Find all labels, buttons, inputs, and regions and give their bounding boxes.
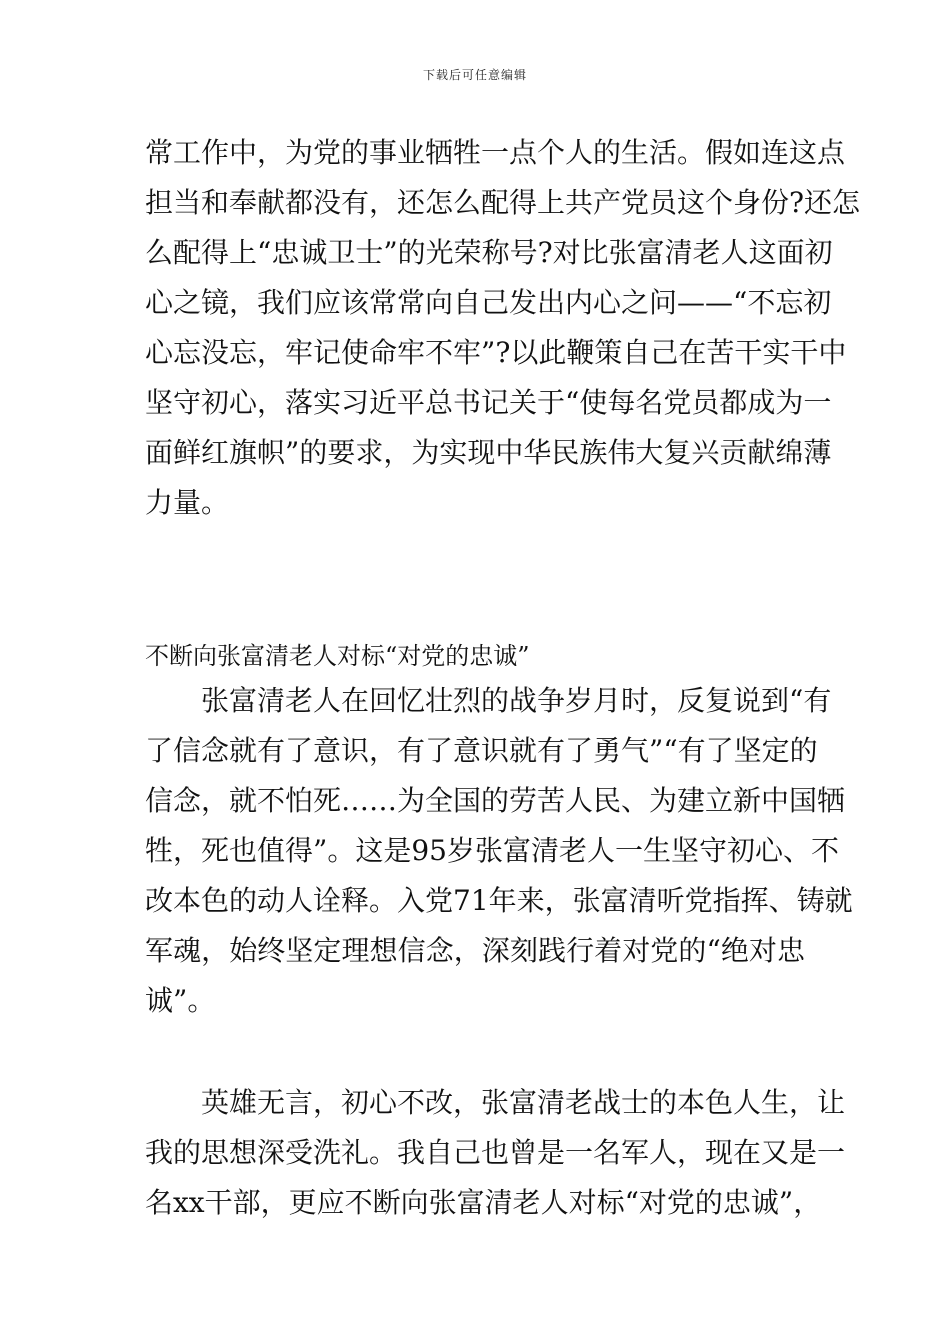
spacer <box>145 1026 805 1078</box>
document-body <box>145 128 861 1228</box>
text-line: 信念，就不怕死……为全国的劳苦人民、为建立新中国牺 <box>145 784 846 817</box>
text-line: 心忘没忘，牢记使命牢不牢”?以此鞭策自己在苦干实干中 <box>145 336 847 369</box>
section-heading: 不断向张富清老人对标“对党的忠诚” <box>145 642 530 670</box>
text-line: 张富清老人在回忆壮烈的战争岁月时，反复说到“有 <box>201 684 832 717</box>
text-line: 力量。 <box>145 486 230 519</box>
text-line: 英雄无言，初心不改，张富清老战士的本色人生，让 <box>201 1086 846 1119</box>
text-line: 担当和奉献都没有，还怎么配得上共产党员这个身份?还怎 <box>145 186 861 219</box>
text-line: 军魂，始终坚定理想信念，深刻践行着对党的“绝对忠 <box>145 934 805 967</box>
text-line: 常工作中，为党的事业牺牲一点个人的生活。假如连这点 <box>145 136 846 169</box>
text-line: 牲，死也值得”。这是95岁张富清老人一生坚守初心、不 <box>145 834 839 867</box>
paragraph-continuation <box>145 128 861 528</box>
text-line: 么配得上“忠诚卫士”的光荣称号?对比张富清老人这面初 <box>145 236 833 269</box>
text-line: 了信念就有了意识，有了意识就有了勇气”“有了坚定的 <box>145 734 818 767</box>
text-line: 面鲜红旗帜”的要求，为实现中华民族伟大复兴贡献绵薄 <box>145 436 832 469</box>
paragraph <box>145 676 853 1026</box>
text-line: 名xx干部，更应不断向张富清老人对标“对党的忠诚”， <box>145 1186 822 1219</box>
text-line: 心之镜，我们应该常常向自己发出内心之问——“不忘初 <box>145 286 832 319</box>
text-line: 诚”。 <box>145 984 216 1017</box>
spacer <box>145 528 805 636</box>
paragraph <box>145 1078 846 1228</box>
text-line: 我的思想深受洗礼。我自己也曾是一名军人，现在又是一 <box>145 1136 846 1169</box>
text-line: 坚守初心，落实习近平总书记关于“使每名党员都成为一 <box>145 386 832 419</box>
page-header: 下载后可任意编辑 <box>422 68 527 82</box>
text-line: 改本色的动人诠释。入党71年来，张富清听党指挥、铸就 <box>145 884 853 917</box>
